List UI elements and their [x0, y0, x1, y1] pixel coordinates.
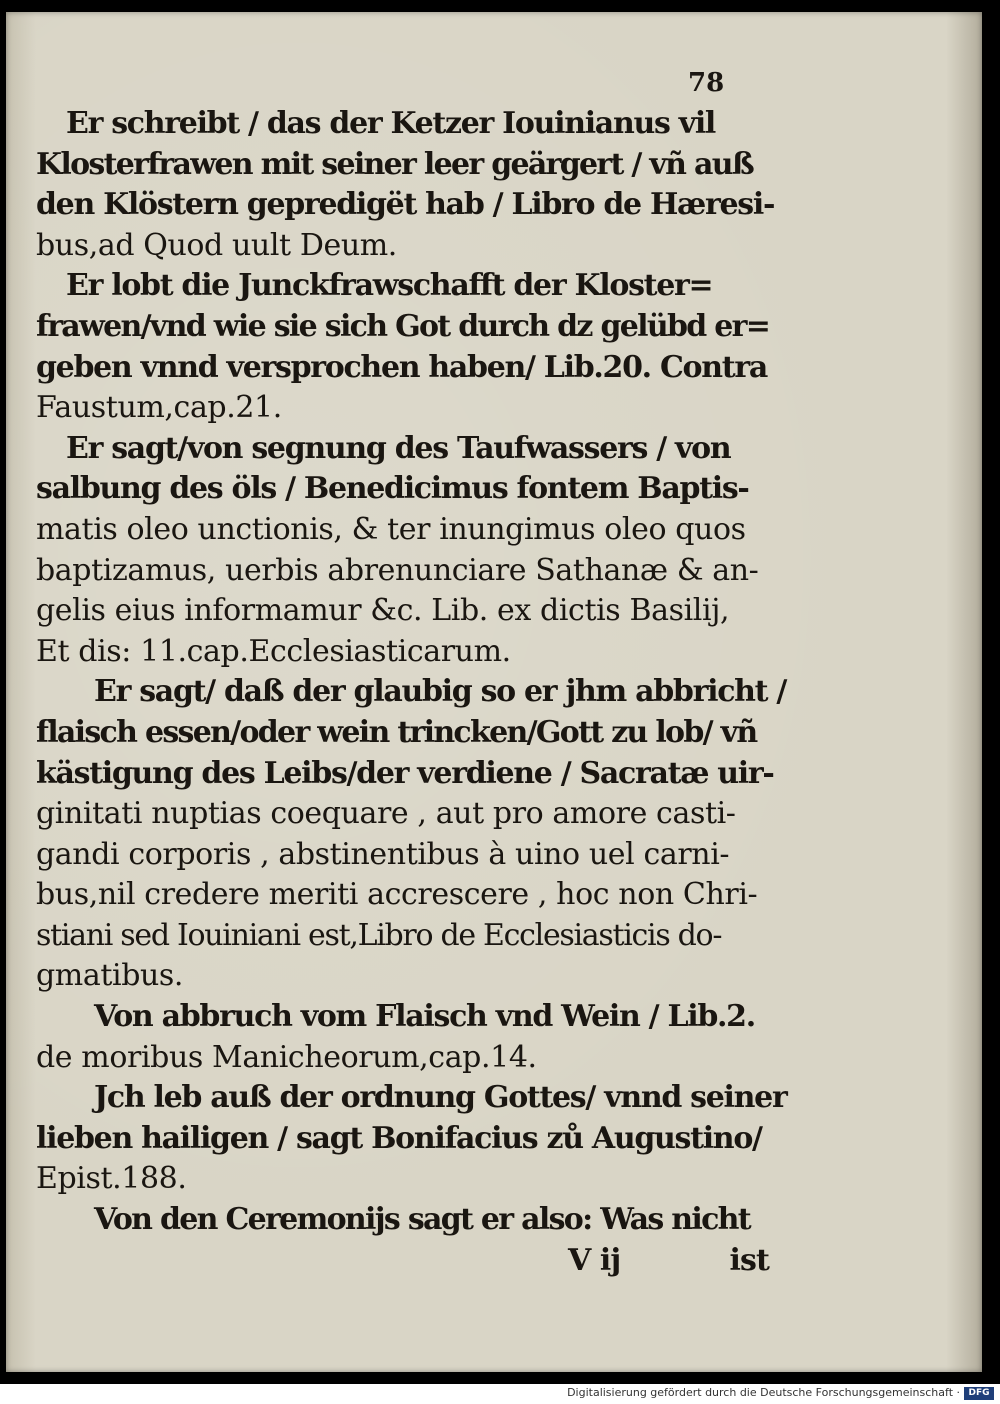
text-line: geben vnnd versprochen haben/ Lib.20. Contra: [36, 349, 767, 385]
text-line: de moribus Manicheorum,cap.14.: [36, 1039, 537, 1075]
footer-bar: [0, 1384, 1000, 1404]
text-line: lieben hailigen / sagt Bonifacius zů Augustino/: [36, 1120, 762, 1156]
text-line: bus,ad Quod uult Deum.: [36, 227, 397, 263]
text-line: Er sagt/von segnung des Taufwassers / von: [66, 430, 731, 466]
funding-credit: Digitalisierung gefördert durch die Deutsche Forschungsgemeinschaft ·: [567, 1386, 960, 1399]
text-line: stiani sed Iouiniani est,Libro de Ecclesiasticis do-: [36, 917, 722, 953]
text-line: Jch leb auß der ordnung Gottes/ vnnd seiner: [94, 1080, 787, 1116]
text-line: Epist.188.: [36, 1161, 187, 1197]
text-line: Er lobt die Junckfrawschafft der Kloster=: [66, 268, 713, 304]
text-line: gmatibus.: [36, 958, 184, 994]
text-line: Von den Ceremonijs sagt er also: Was nicht: [94, 1202, 750, 1238]
signature-line: [36, 1241, 776, 1282]
text-line: bus,nil credere meriti accrescere , hoc non Chri-: [36, 877, 758, 913]
text-line: gandi corporis , abstinentibus à uino uel carni-: [36, 836, 730, 872]
text-line: frawen/vnd wie sie sich Got durch dz gelübd er=: [36, 308, 770, 344]
catchword: ist: [729, 1242, 769, 1278]
text-line: kästigung des Leibs/der verdiene / Sacratæ uir-: [36, 755, 774, 791]
text-line: flaisch essen/oder wein trincken/Gott zu lob/ vñ: [36, 714, 757, 750]
text-line: Faustum,cap.21.: [36, 390, 282, 426]
book-page: [6, 12, 982, 1372]
text-line: Von abbruch vom Flaisch vnd Wein / Lib.2.: [94, 999, 755, 1035]
dfg-logo: DFG: [964, 1387, 994, 1400]
text-line: gelis eius informamur &c. Lib. ex dictis Basilij,: [36, 593, 730, 629]
text-line: Er schreibt / das der Ketzer Iouinianus vil: [66, 106, 716, 141]
text-line: den Klöstern gepredigët hab / Libro de Hæresi-: [36, 187, 775, 223]
text-line: matis oleo unctionis, & ter inungimus oleo quos: [36, 511, 746, 547]
page-text: [36, 104, 787, 1281]
text-line: Er sagt/ daß der glaubig so er jhm abbricht /: [94, 674, 787, 710]
text-line: Klosterfrawen mit seiner leer geärgert / vñ auß: [36, 146, 753, 182]
signature-mark: V ij: [568, 1242, 621, 1278]
page-number: 78: [688, 68, 725, 98]
text-line: salbung des öls / Benedicimus fontem Baptis-: [36, 471, 749, 507]
text-line: Et dis: 11.cap.Ecclesiasticarum.: [36, 633, 511, 669]
text-line: ginitati nuptias coequare , aut pro amore casti-: [36, 796, 736, 832]
text-line: baptizamus, uerbis abrenunciare Sathanæ & an-: [36, 552, 759, 588]
